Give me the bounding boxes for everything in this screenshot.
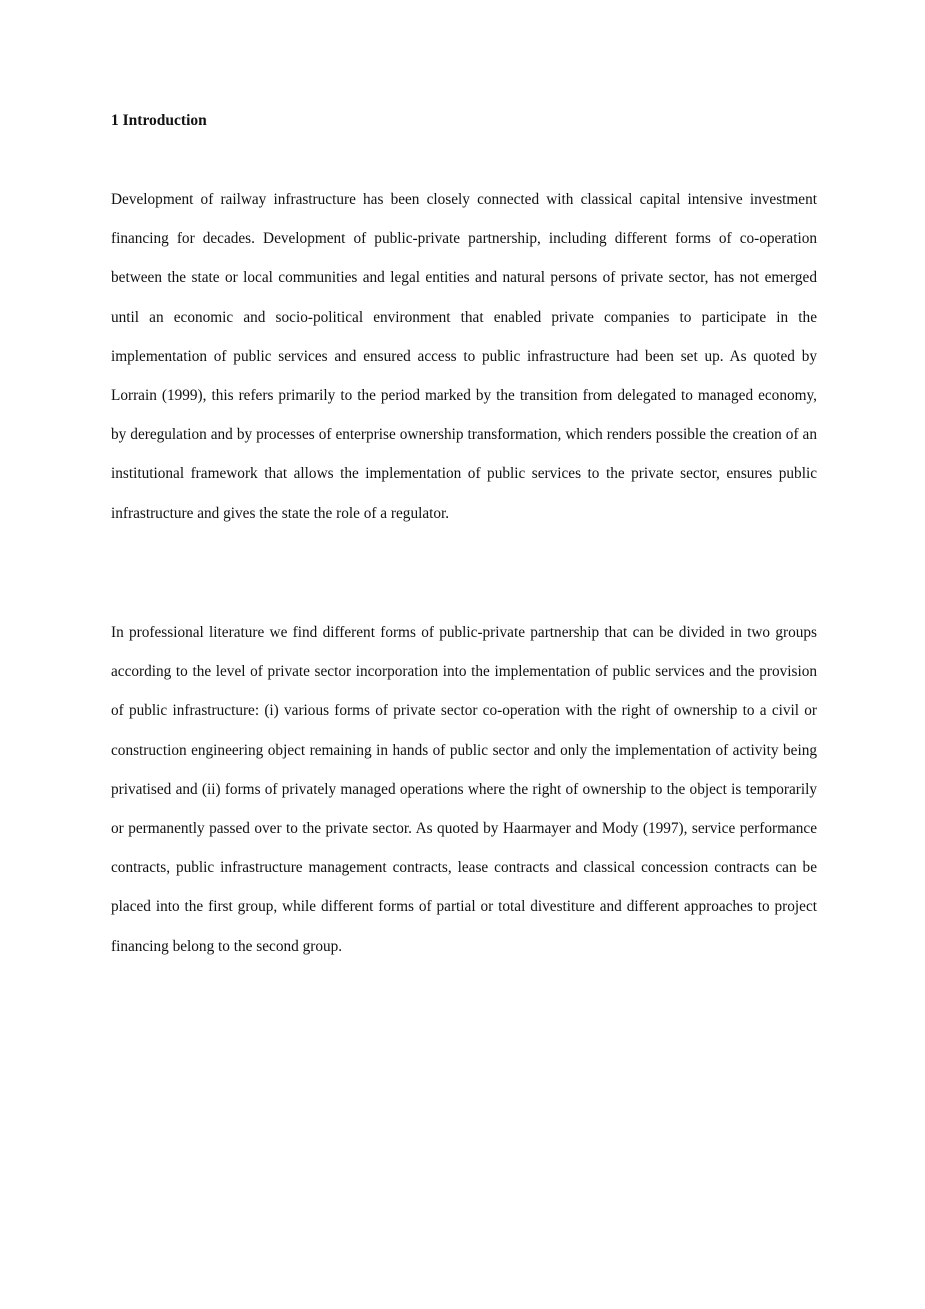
section-heading: 1 Introduction (111, 112, 207, 129)
paragraph-ppp-forms: In professional literature we find different forms of public-private partnership that can be divided in two groups according to the level of private sector incorporation into the implementation of public services and the provision of public infrastructure: (i) various forms of private sector co-operation with the right of ownership to a civil or construction engineering object remaining in hands of public sector and only the implementation of activity being privatised and (ii) forms of privately managed operations where the right of ownership to the object is temporarily or permanently passed over to the private sector. As quoted by Haarmayer and Mody (1997), service performance contracts, public infrastructure management contracts, lease contracts and classical concession contracts can be placed into the first group, while different forms of partial or total divestiture and different approaches to project financing belong to the second group. (111, 624, 817, 955)
paragraph-railway-infrastructure: Development of railway infrastructure has been closely connected with classical capital intensive investment financing for decades. Development of public-private partnership, including different forms of co-operation between the state or local communities and legal entities and natural persons of private sector, has not emerged until an economic and socio-political environment that enabled private companies to participate in the implementation of public services and ensured access to public infrastructure had been set up. As quoted by Lorrain (1999), this refers primarily to the period marked by the transition from delegated to managed economy, by deregulation and by processes of enterprise ownership transformation, which renders possible the creation of an institutional framework that allows the implementation of public services to the private sector, ensures public infrastructure and gives the state the role of a regulator. (111, 191, 817, 522)
